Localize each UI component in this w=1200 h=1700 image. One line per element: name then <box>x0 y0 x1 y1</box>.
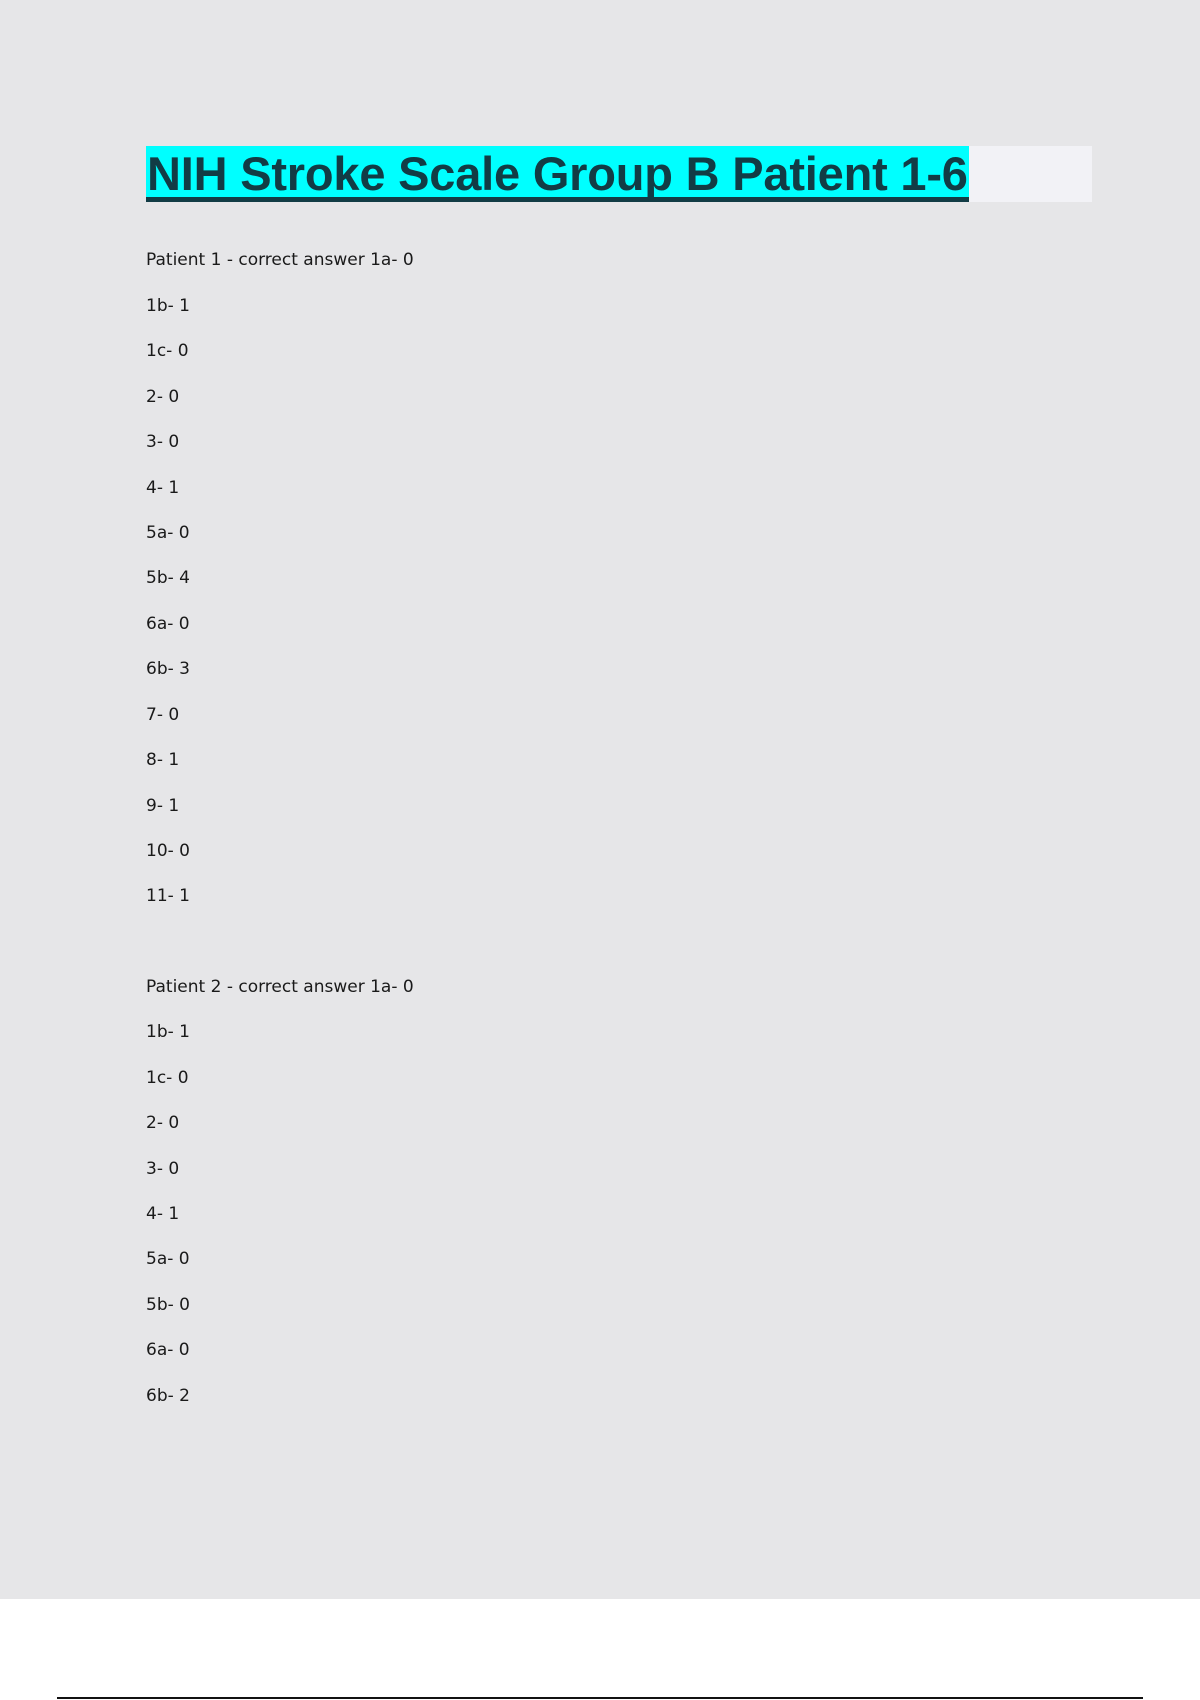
patient-1-item: 2- 0 <box>146 387 180 407</box>
patient-1-item: 1b- 1 <box>146 296 190 316</box>
patient-2-item: 6b- 2 <box>146 1386 190 1406</box>
patient-2-item: 5a- 0 <box>146 1249 190 1269</box>
patient-1-item: 11- 1 <box>146 886 190 906</box>
patient-1-item: 4- 1 <box>146 478 180 498</box>
patient-1-item: 5a- 0 <box>146 523 190 543</box>
patient-2-item: 6a- 0 <box>146 1340 190 1360</box>
patient-1-item: 3- 0 <box>146 432 180 452</box>
patient-1-item: 1c- 0 <box>146 341 189 361</box>
patient-2-header: Patient 2 - correct answer 1a- 0 <box>146 977 414 997</box>
patient-1-item: 5b- 4 <box>146 568 190 588</box>
patient-2-item: 2- 0 <box>146 1113 180 1133</box>
patient-1-item: 6b- 3 <box>146 659 190 679</box>
patient-2-item: 5b- 0 <box>146 1295 190 1315</box>
patient-2-item: 1c- 0 <box>146 1068 189 1088</box>
patient-1-header: Patient 1 - correct answer 1a- 0 <box>146 250 414 270</box>
patient-1-item: 9- 1 <box>146 796 180 816</box>
patient-2-item: 1b- 1 <box>146 1022 190 1042</box>
patient-1-item: 6a- 0 <box>146 614 190 634</box>
patient-2-item: 4- 1 <box>146 1204 180 1224</box>
patient-1-item: 8- 1 <box>146 750 180 770</box>
patient-1-item: 10- 0 <box>146 841 190 861</box>
footer-divider <box>57 1697 1143 1699</box>
patient-2-item: 3- 0 <box>146 1159 180 1179</box>
document-title: NIH Stroke Scale Group B Patient 1-6 <box>147 147 968 200</box>
patient-1-item: 7- 0 <box>146 705 180 725</box>
